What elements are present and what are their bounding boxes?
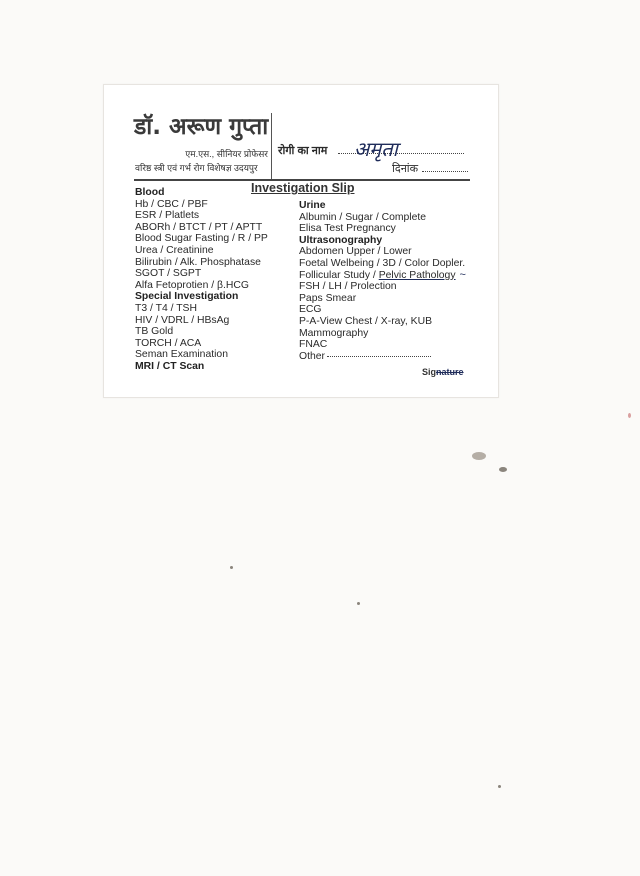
- investigation-slip: [103, 84, 499, 398]
- test-item-label: Urine: [299, 200, 326, 211]
- test-item: [299, 281, 466, 293]
- test-item: [135, 210, 268, 222]
- other-dotted-line: [327, 356, 431, 357]
- test-item-label: Blood Sugar Fasting / R / PP: [135, 233, 268, 245]
- doctor-name: डॉ. अरूण गुप्ता: [134, 114, 269, 140]
- test-item: [135, 245, 268, 257]
- doctor-specialty: वरिष्ठ स्त्री एवं गर्भ रोग विशेषज्ञ उदयपुर: [135, 163, 258, 173]
- test-item-label: Abdomen Upper / Lower: [299, 246, 412, 258]
- test-item-label: Ultrasonography: [299, 234, 383, 246]
- test-group-heading: [299, 235, 466, 247]
- test-item: [135, 268, 268, 280]
- test-item-label: Paps Smear: [299, 292, 357, 304]
- test-item-label: Alfa Fetoprotien / β.HCG: [135, 279, 249, 291]
- test-group-heading: [135, 291, 268, 303]
- test-item: [135, 303, 268, 315]
- date-label: दिनांक: [392, 163, 419, 175]
- scan-speck: [628, 413, 631, 418]
- test-item-label: Other: [299, 350, 325, 362]
- slip-title: Investigation Slip: [251, 181, 355, 195]
- test-item: [299, 351, 466, 363]
- test-item-label: P-A-View Chest / X-ray, KUB: [299, 315, 432, 327]
- marked-test-item: Pelvic Pathology: [378, 269, 456, 281]
- test-item-label: Special Investigation: [135, 291, 239, 303]
- test-item: [135, 338, 268, 350]
- test-item-label: Follicular Study /: [299, 269, 379, 281]
- test-item-label: ECG: [299, 304, 322, 316]
- test-item: [135, 326, 268, 338]
- test-item: [135, 222, 268, 234]
- patient-name-handwritten: अमृता: [354, 137, 398, 161]
- test-item: [135, 199, 268, 211]
- test-item: [299, 223, 466, 235]
- test-item-label: Seman Examination: [135, 349, 228, 361]
- scan-speck: [357, 602, 360, 605]
- patient-name-label: रोगी का नाम: [278, 145, 328, 157]
- header-vertical-divider: [271, 113, 272, 179]
- test-item-label: Bilirubin / Alk. Phosphatase: [135, 256, 261, 268]
- test-item: [299, 339, 466, 351]
- test-item-label: Mammography: [299, 327, 369, 339]
- test-item-label: SGOT / SGPT: [135, 268, 202, 280]
- scan-speck: [472, 452, 486, 460]
- signature: [422, 367, 464, 377]
- test-item: [299, 212, 466, 224]
- doctor-qualification: एम.एस., सीनियर प्रोफेसर: [185, 149, 268, 159]
- right-test-column: [299, 200, 466, 362]
- test-item: [135, 315, 268, 327]
- signature-prefix: Sig: [422, 367, 437, 377]
- test-item: [299, 328, 466, 340]
- test-item-label: T3 / T4 / TSH: [135, 302, 197, 314]
- test-item: [135, 257, 268, 269]
- test-item: [135, 349, 268, 361]
- test-item: [299, 270, 466, 282]
- signature-struck: nature: [436, 367, 464, 377]
- test-item: [299, 258, 466, 270]
- test-item-label: ABORh / BTCT / PT / APTT: [135, 221, 263, 233]
- test-item-label: Hb / CBC / PBF: [135, 198, 208, 210]
- date-line: [422, 171, 468, 172]
- test-group-heading: [135, 187, 268, 199]
- test-group-heading: [135, 361, 268, 373]
- test-item-label: FSH / LH / Prolection: [299, 281, 397, 293]
- test-item-label: ESR / Platlets: [135, 210, 200, 222]
- test-item: [135, 233, 268, 245]
- test-item-label: Foetal Welbeing / 3D / Color Dopler.: [299, 257, 466, 269]
- test-item: [299, 246, 466, 258]
- test-item: [299, 304, 466, 316]
- handwritten-tick-mark: ~: [459, 268, 466, 281]
- test-item-label: Albumin / Sugar / Complete: [299, 211, 427, 223]
- test-item: [299, 316, 466, 328]
- test-item: [135, 280, 268, 292]
- scan-speck: [230, 566, 233, 569]
- test-item-label: TORCH / ACA: [135, 337, 202, 349]
- test-item: [299, 293, 466, 305]
- test-item-label: TB Gold: [135, 326, 174, 338]
- test-item-label: FNAC: [299, 339, 328, 351]
- test-item-label: HIV / VDRL / HBsAg: [135, 314, 230, 326]
- test-item-label: Urea / Creatinine: [135, 244, 214, 256]
- scan-speck: [498, 785, 501, 788]
- scan-speck: [499, 467, 507, 472]
- test-item-label: Blood: [135, 187, 165, 198]
- test-item-label: Elisa Test Pregnancy: [299, 223, 396, 235]
- test-group-heading: [299, 200, 466, 212]
- left-test-column: [135, 187, 268, 373]
- test-item-label: MRI / CT Scan: [135, 360, 205, 372]
